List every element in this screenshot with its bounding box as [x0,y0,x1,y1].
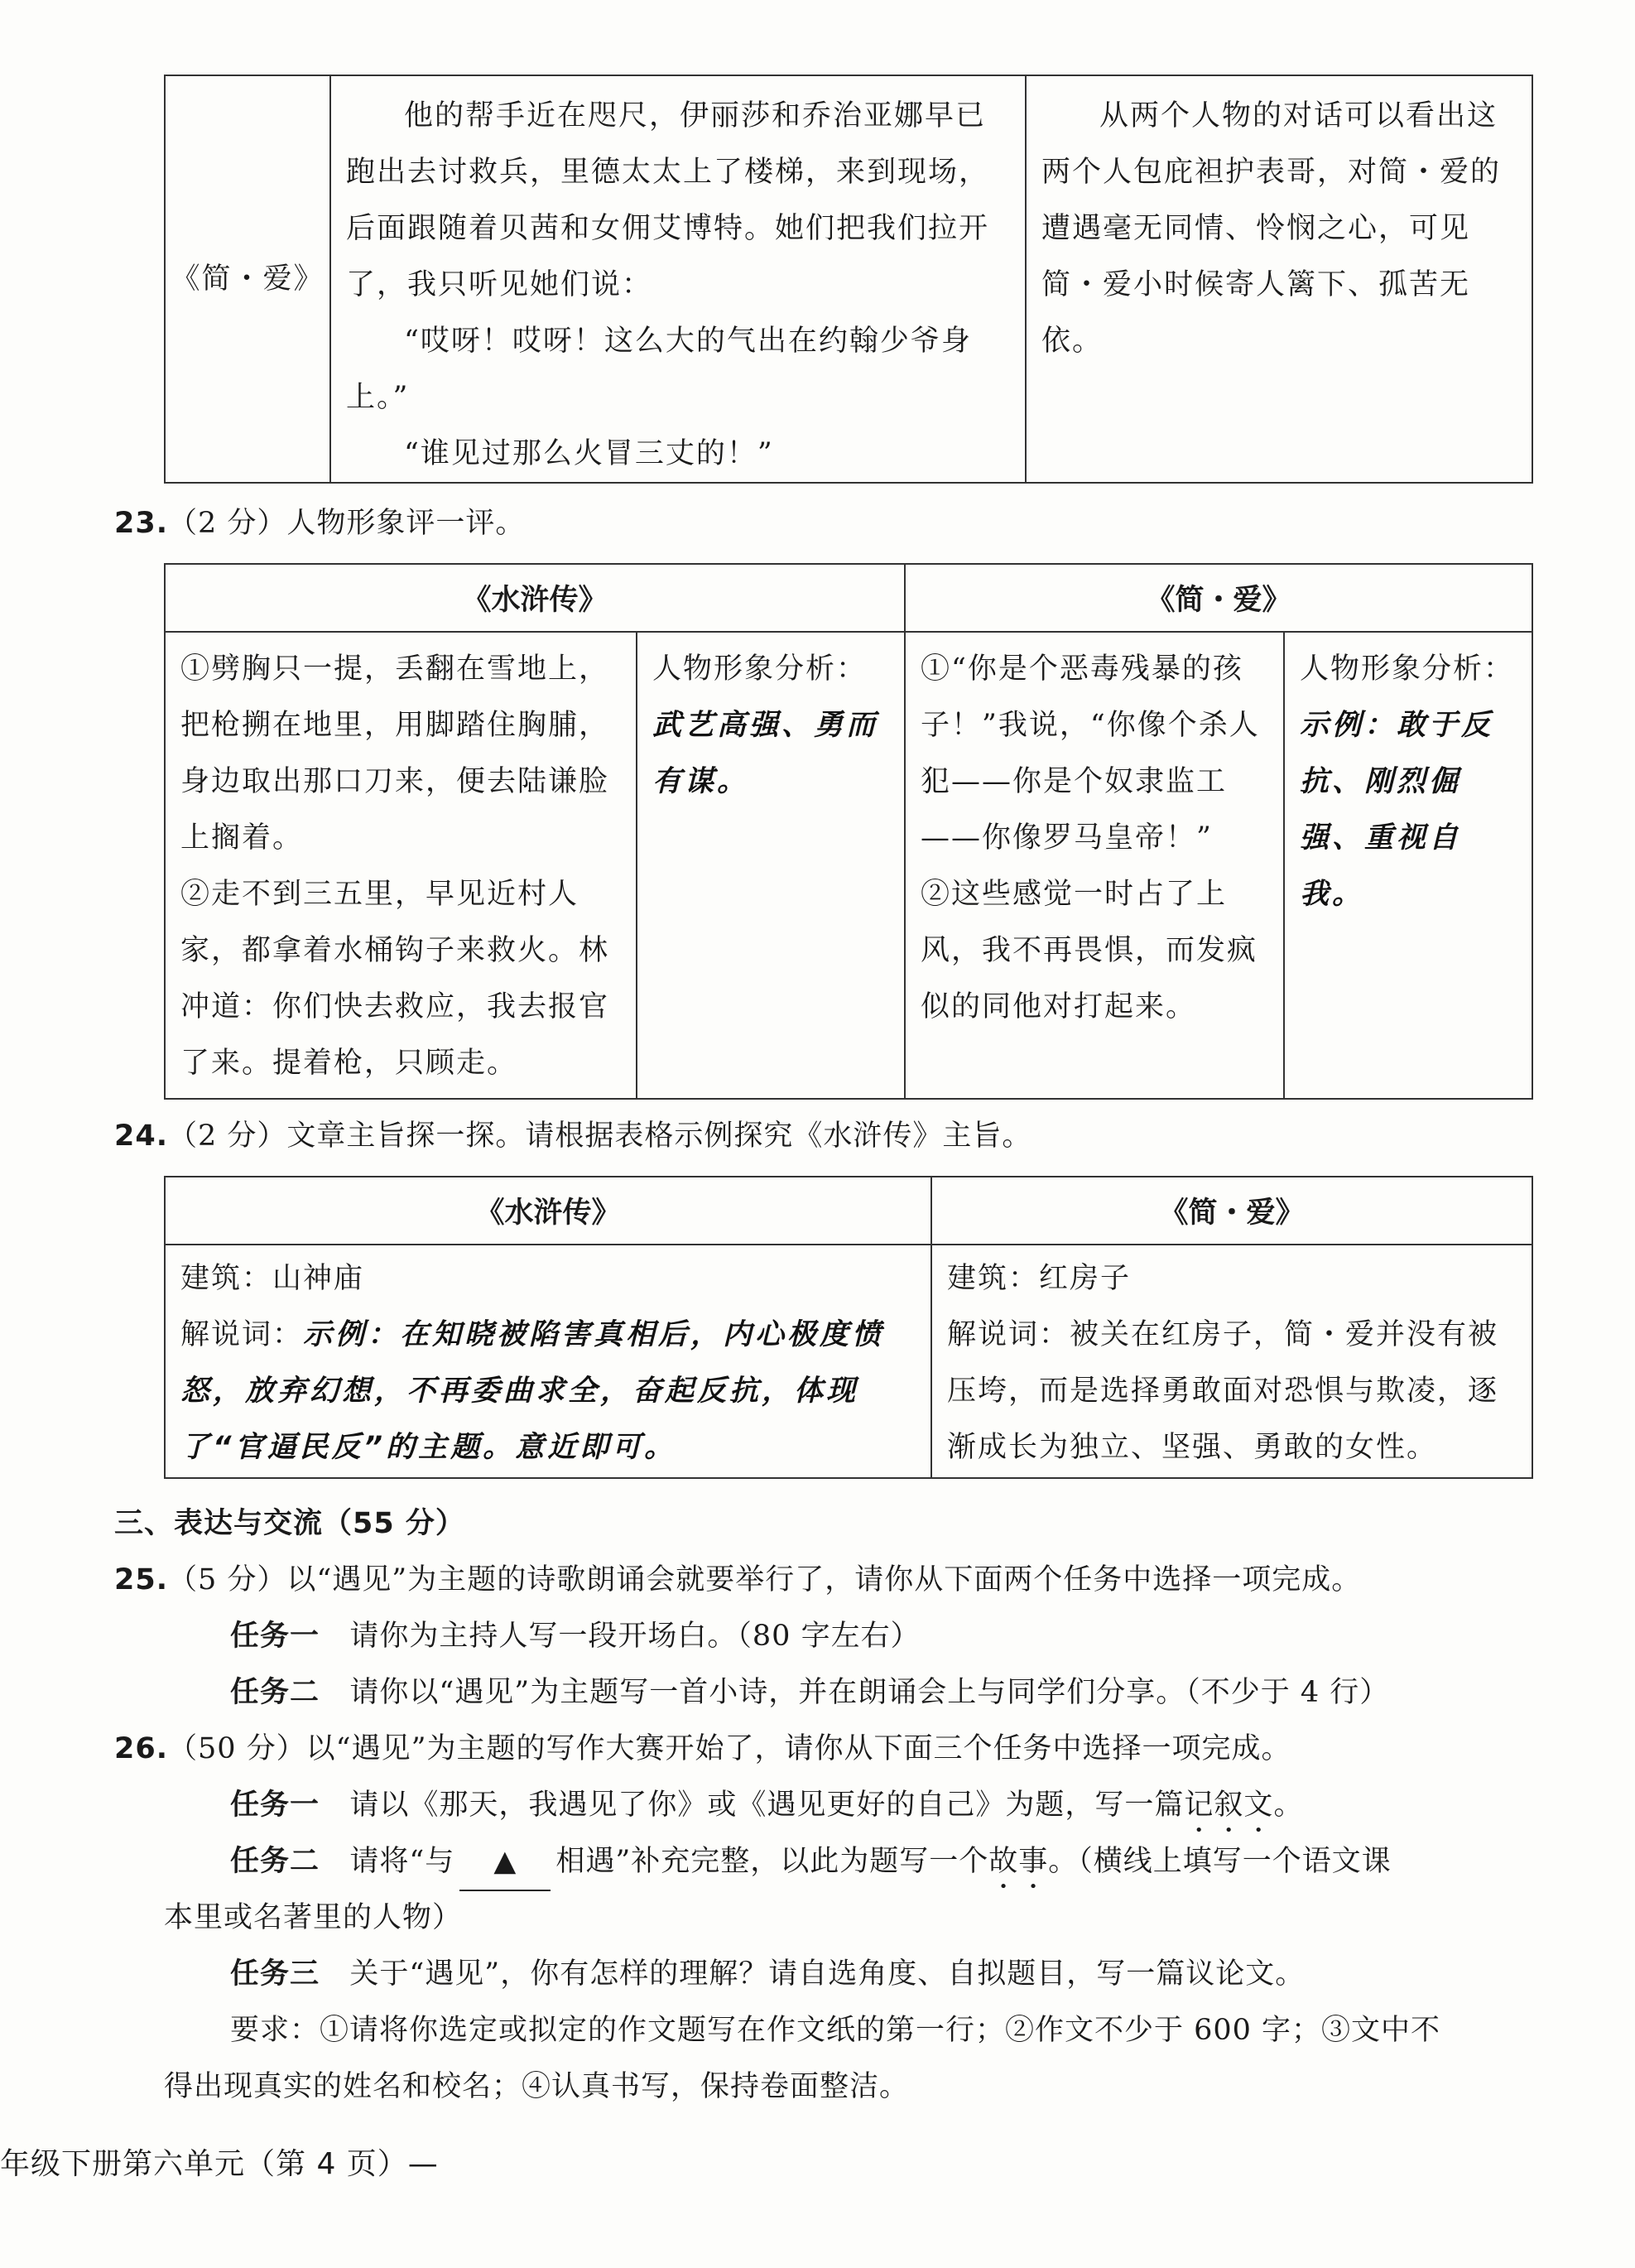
excerpt-para: “谁见过那么火冒三丈的！” [404,437,774,470]
question-number: 26. [114,1732,169,1765]
header-shz: 《水浒传》 [165,564,905,632]
excerpt-para: “哎呀！哎呀！这么大的气出在约翰少爷身上。” [346,325,972,414]
task-label: 任务一 [230,1620,320,1653]
q26-requirements: 要求：①请将你选定或拟定的作文题写在作文纸的第一行；②作文不少于 600 字；③文中不 [230,2014,1441,2047]
question-23 [114,495,525,551]
task-text: 请你以“遇见”为主题写一首小诗，并在朗诵会上与同学们分享。（不少于 4 行） [349,1676,1390,1709]
header-jane: 《简・爱》 [931,1177,1532,1245]
task-label: 任务二 [230,1845,320,1878]
q26-task2-cont: 本里或名著里的人物） [164,1901,463,1934]
jane-comment: 解说词：被关在红房子，简・爱并没有被压垮，而是选择勇敢面对恐惧与欺凌，逐渐成长为独立、坚强、勇敢的女性。 [947,1318,1499,1464]
table-q22 [164,75,1533,484]
page-footer: 年级下册第六单元（第 4 页）— [0,2147,439,2181]
task-label: 任务二 [230,1676,320,1709]
shz-excerpt-cell [165,632,637,1099]
q26-task2: 任务二 请将“与 ▲ 相遇”补充完整，以此为题写一个故事。（横线上填写一个语文课 [230,1833,1392,1895]
excerpt-para: 他的帮手近在咫尺，伊丽莎和乔治亚娜早已跑出去讨救兵，里德太太上了楼梯，来到现场，后面跟随着贝茜和女佣艾博特。她们把我们拉开了，我只听见她们说： [346,99,990,301]
table-q24 [164,1176,1533,1479]
task-text: 关于“遇见”，你有怎样的理解？请自选角度、自拟题目，写一篇议论文。 [349,1957,1306,1991]
analysis-cell [1026,75,1532,483]
jane-building: 建筑：红房子 [947,1262,1132,1295]
shz-analysis-cell [637,632,905,1099]
question-24 [114,1108,1031,1164]
fill-blank: ▲ [459,1833,551,1891]
emphasis: 记叙文 [1184,1789,1274,1822]
question-26 [114,1721,1291,1777]
excerpt-cell [330,75,1026,483]
task-label: 任务一 [230,1789,320,1822]
task-text: 请你为主持人写一段开场白。（80 字左右） [349,1620,921,1653]
analysis-text: 从两个人物的对话可以看出这两个人包庇袒护表哥，对简・爱的遭遇毫无同情、怜悯之心，可见简・爱小时候寄人篱下、孤苦无依。 [1041,99,1502,358]
question-number: 23. [114,507,169,540]
section-title: 三、表达与交流（55 分） [114,1507,465,1540]
jane-cell [931,1245,1532,1478]
jane-excerpt-cell [905,632,1284,1099]
jane-analysis-label: 人物形象分析： [1300,652,1515,686]
question-text: （5 分）以“遇见”为主题的诗歌朗诵会就要举行了，请你从下面两个任务中选择一项完成。 [168,1563,1362,1596]
q26-requirements-cont: 得出现真实的姓名和校名；④认真书写，保持卷面整洁。 [164,2070,910,2103]
task-label: 任务三 [230,1957,320,1991]
shz-comment: 解说词：示例：在知晓被陷害真相后，内心极度愤怒，放弃幻想，不再委曲求全，奋起反抗，体现了“官逼民反”的主题。意近即可。 [180,1318,885,1464]
shz-comment-answer: 示例：在知晓被陷害真相后，内心极度愤怒，放弃幻想，不再委曲求全，奋起反抗，体现了“官逼民反”的主题。意近即可。 [180,1318,885,1464]
jane-excerpt: ①“你是个恶毒残暴的孩子！”我说，“你像个杀人犯——你是个奴隶监工——你像罗马皇帝！” [921,652,1260,855]
question-number: 25. [114,1563,169,1596]
question-25 [114,1552,1361,1608]
header-shz: 《水浒传》 [165,1177,931,1245]
q25-task1 [230,1608,921,1664]
shz-excerpt: ②走不到三五里，早见近村人家，都拿着水桶钩子来救火。林冲道：你们快去救应，我去报官了来。提着枪，只顾走。 [180,878,610,1080]
question-text: （2 分）文章主旨探一探。请根据表格示例探究《水浒传》主旨。 [168,1120,1032,1153]
shz-excerpt: ①劈胸只一提，丢翻在雪地上，把枪搠在地里，用脚踏住胸脯，身边取出那口刀来，便去陆谦脸上搁着。 [180,652,610,855]
question-text: （50 分）以“遇见”为主题的写作大赛开始了，请你从下面三个任务中选择一项完成。 [168,1732,1291,1765]
header-jane: 《简・爱》 [905,564,1532,632]
jane-analysis-answer: 示例：敢于反抗、刚烈倔强、重视自我。 [1300,709,1494,911]
jane-analysis-cell [1284,632,1532,1099]
shz-analysis-label: 人物形象分析： [652,652,868,686]
question-number: 24. [114,1120,169,1153]
q26-task3 [230,1946,1305,2002]
emphasis: 故事 [988,1845,1049,1878]
shz-cell [165,1245,931,1478]
shz-building: 建筑：山神庙 [180,1262,365,1295]
q25-task2 [230,1664,1389,1721]
book-title: 《简・爱》 [171,262,325,296]
book-cell [165,75,330,483]
shz-analysis-answer: 武艺高强、勇而有谋。 [652,709,879,798]
table-q23 [164,563,1533,1100]
jane-excerpt: ②这些感觉一时占了上风，我不再畏惧，而发疯似的同他对打起来。 [921,878,1258,1023]
question-text: （2 分）人物形象评一评。 [168,507,526,540]
q26-task1: 任务一 请以《那天，我遇见了你》或《遇见更好的自己》为题，写一篇记叙文。 [230,1789,1304,1822]
